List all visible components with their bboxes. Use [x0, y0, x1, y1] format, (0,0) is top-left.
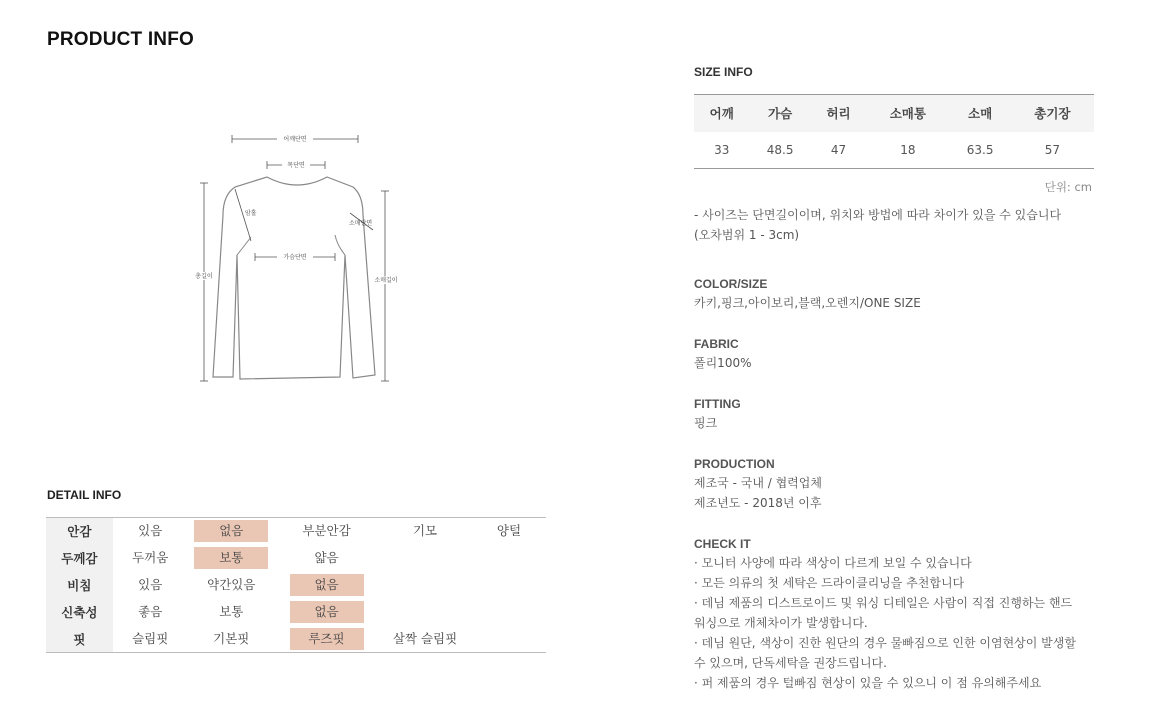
size-info-table — [694, 94, 1094, 169]
detail-row-label: 두께감 — [46, 545, 113, 572]
detail-option-cell — [275, 545, 378, 572]
fitting-text: 핑크 — [694, 416, 718, 430]
production-line: 제조국 - 국내 / 협력업체 — [694, 476, 822, 490]
detail-option: 두꺼움 — [132, 550, 169, 565]
detail-option-selected: 없음 — [290, 601, 364, 623]
check-it-line: · 모니터 사양에 따라 색상이 다르게 보일 수 있습니다 — [694, 556, 972, 570]
detail-option-selected: 없음 — [290, 574, 364, 596]
detail-option-cell — [472, 518, 546, 545]
check-it-line: · 모든 의류의 첫 세탁은 드라이클리닝을 추천합니다 — [694, 576, 965, 590]
page-title: PRODUCT INFO — [47, 29, 195, 50]
detail-row — [46, 599, 546, 626]
detail-option-selected: 루즈핏 — [290, 628, 364, 650]
diagram-label-shoulder: 어깨단면 — [283, 136, 307, 143]
fabric-text: 폴리100% — [694, 356, 752, 370]
size-note-line: - 사이즈는 단면길이이며, 위치와 방법에 따라 차이가 있을 수 있습니다 — [694, 208, 1062, 222]
production-line: 제조년도 - 2018년 이후 — [694, 496, 822, 510]
size-note — [694, 205, 1114, 245]
size-header-cell: 소매 — [949, 95, 1010, 132]
detail-option: 약간있음 — [207, 577, 256, 592]
size-value-cell: 47 — [830, 142, 847, 157]
detail-option-cell — [378, 518, 472, 545]
detail-option-cell — [188, 599, 275, 626]
size-unit: 단위: cm — [1044, 180, 1092, 194]
detail-row — [46, 572, 546, 599]
detail-option-cell — [275, 599, 378, 626]
size-note-line: (오차범위 1 - 3cm) — [694, 228, 800, 242]
detail-option-cell — [275, 626, 378, 653]
detail-row — [46, 518, 546, 545]
diagram-label-sleeve-width: 소매단면 — [349, 220, 373, 227]
diagram-label-chest: 가슴단면 — [283, 254, 307, 261]
size-header-cell: 총기장 — [1011, 95, 1094, 132]
detail-option-cell — [113, 599, 188, 626]
fitting-title: FITTING — [694, 397, 741, 411]
diagram-label-armhole: 암홀 — [245, 210, 257, 217]
detail-option — [388, 600, 462, 622]
detail-option: 좋음 — [138, 604, 163, 619]
detail-option: 기본핏 — [213, 630, 250, 646]
detail-option — [472, 573, 546, 595]
detail-option-cell — [378, 599, 472, 626]
detail-option-cell — [113, 626, 188, 653]
check-it-line: · 데님 제품의 디스트로이드 및 워싱 디테일은 사람이 직접 진행하는 핸드 — [694, 596, 1073, 610]
detail-option-cell — [472, 572, 546, 599]
detail-option — [472, 546, 546, 568]
diagram-label-total-length: 총길이 — [195, 273, 213, 280]
detail-info-table — [46, 517, 546, 653]
detail-option-cell — [378, 572, 472, 599]
fabric-title: FABRIC — [694, 337, 739, 351]
check-it-list — [694, 553, 1104, 693]
size-value-cell: 33 — [714, 142, 730, 157]
detail-row-label: 핏 — [46, 626, 113, 653]
production-title: PRODUCTION — [694, 457, 775, 471]
size-header-cell: 가슴 — [749, 95, 810, 132]
detail-row-label: 안감 — [46, 518, 113, 545]
detail-option: 부분안감 — [302, 523, 351, 539]
size-header-cell: 소매통 — [866, 95, 949, 132]
detail-option-cell — [188, 518, 275, 545]
diagram-label-neck: 목단면 — [287, 162, 305, 169]
detail-option-cell — [472, 545, 546, 572]
size-header-cell: 어깨 — [694, 95, 749, 132]
detail-option-cell — [113, 572, 188, 599]
detail-option: 기모 — [412, 523, 438, 539]
detail-option: 슬림핏 — [132, 630, 169, 646]
detail-option-cell — [113, 545, 188, 572]
detail-row-label: 비침 — [46, 572, 113, 599]
check-it-line: 워싱으로 개체차이가 발생합니다. — [694, 616, 868, 630]
check-it-line: · 퍼 제품의 경우 털빠짐 현상이 있을 수 있으니 이 점 유의해주세요 — [694, 676, 1042, 690]
color-size-title: COLOR/SIZE — [694, 277, 768, 291]
detail-option-selected: 없음 — [194, 520, 268, 542]
detail-option-cell — [275, 572, 378, 599]
detail-row — [46, 626, 546, 653]
size-info-title: SIZE INFO — [694, 65, 753, 79]
detail-option-cell — [188, 626, 275, 653]
detail-option-cell — [378, 626, 472, 653]
detail-option — [388, 573, 462, 595]
check-it-title: CHECK IT — [694, 537, 751, 551]
detail-option-cell — [113, 518, 188, 545]
detail-option-cell — [378, 545, 472, 572]
detail-option: 있음 — [138, 577, 163, 592]
detail-row-label: 신축성 — [46, 599, 113, 626]
detail-option: 얇음 — [314, 550, 339, 565]
detail-option — [388, 546, 462, 568]
detail-option: 살짝 슬림핏 — [392, 630, 458, 646]
detail-option-cell — [275, 518, 378, 545]
detail-option: 보통 — [219, 604, 244, 619]
check-it-line: · 데님 원단, 색상이 진한 원단의 경우 물빠짐으로 인한 이염현상이 발생할 — [694, 636, 1076, 650]
detail-option-cell — [472, 599, 546, 626]
color-size-text: 카키,핑크,아이보리,블랙,오렌지/ONE SIZE — [694, 296, 921, 310]
garment-sketch — [185, 125, 410, 390]
detail-option — [472, 626, 546, 648]
detail-option-selected: 보통 — [194, 547, 268, 569]
detail-option-cell — [188, 572, 275, 599]
size-header-cell: 허리 — [811, 95, 866, 132]
size-value-cell: 18 — [900, 142, 916, 157]
garment-diagram — [185, 125, 410, 390]
size-value-cell: 48.5 — [766, 142, 794, 157]
detail-option-cell — [188, 545, 275, 572]
check-it-line: 수 있으며, 단독세탁을 권장드립니다. — [694, 656, 887, 670]
detail-row — [46, 545, 546, 572]
production-text — [694, 473, 1114, 513]
size-value-cell: 57 — [1044, 142, 1061, 157]
size-value-cell: 63.5 — [966, 142, 994, 157]
detail-option: 있음 — [138, 523, 163, 539]
detail-option — [472, 600, 546, 622]
detail-info-title: DETAIL INFO — [47, 488, 122, 502]
detail-option: 양털 — [496, 523, 522, 539]
diagram-label-sleeve-length: 소매길이 — [374, 277, 398, 284]
detail-option-cell — [472, 626, 546, 653]
